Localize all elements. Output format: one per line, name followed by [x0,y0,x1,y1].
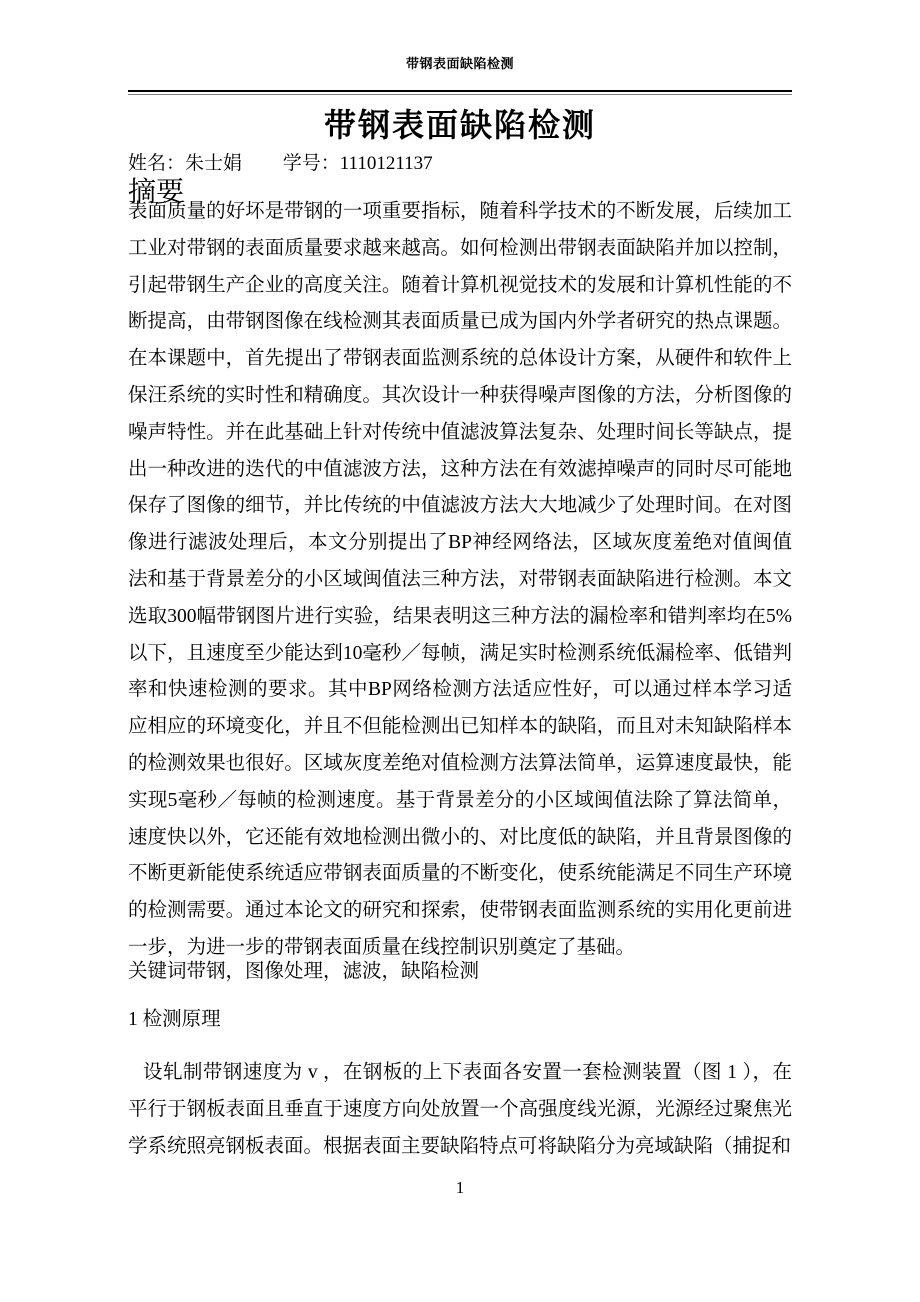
abstract-paragraph: 表面质量的好坏是带钢的一项重要指标，随着科学技术的不断发展，后续加工工业对带钢的表面质量要求越来越高。如何检测出带钢表面缺陷并加以控制，引起带钢生产企业的高度关注。随着计算机视觉技术的发展和计算机性能的不断提高，由带钢图像在线检测其表面质量已成为国内外学者研究的热点课题。在本课题中，首先提出了带钢表面监测系统的总体设计方案，从硬件和软件上保汪系统的实时性和精确度。其次设计一种获得噪声图像的方法，分析图像的噪声特性。并在此基础上针对传统中值滤波算法复杂、处理时间长等缺点，提出一种改进的迭代的中值滤波方法，这种方法在有效滤掉噪声的同时尽可能地保存了图像的细节，并比传统的中值滤波方法大大地减少了处理时间。在对图像进行滤波处理后，本文分别提出了BP神经网络法，区域灰度羞绝对值闽值法和基于背景差分的小区域闽值法三种方法，对带钢表面缺陷进行检测。本文选取300幅带钢图片进行实验，结果表明这三种方法的漏检率和错判率均在5%以下，且速度至少能达到10毫秒／每帧，满足实时检测系统低漏检率、低错判率和快速检测的要求。其中BP网络检测方法适应性好，可以通过样本学习适应相应的环境变化，并且不但能检测出已知样本的缺陷，而且对未知缺陷样本的检测效果也很好。区域灰度差绝对值检测方法算法简单，运算速度最快，能实现5毫秒／每帧的检测速度。基于背景差分的小区域闽值法除了算法简单，速度快以外，它还能有效地检测出微小的、对比度低的缺陷，并且背景图像的不断更新能使系统适应带钢表面质量的不断变化，使系统能满足不同生产环境的检测需要。通过本论文的研究和探索，使带钢表面监测系统的实用化更前进一步，为进一步的带钢表面质量在线控制识别奠定了基础。 [128,201,792,958]
keywords-line: 关键词带钢，图像处理，滤波，缺陷检测 [128,961,480,982]
abstract-heading: 摘要 [128,177,185,208]
section1-heading: 1 检测原理 [128,1009,221,1030]
document-title: 带钢表面缺陷检测 [323,107,596,143]
page-number: 1 [455,1178,465,1197]
page-header-title: 带钢表面缺陷检测 [405,56,514,71]
section1-paragraph: 设轧制带钢速度为 v ，在钢板的上下表面各安置一套检测装置（图 1 ），在平行于钢板表面且垂直于速度方向处放置一个高强度线光源，光源经过聚焦光学系统照亮钢板表面。根据表面主要缺陷特点可将缺陷分为亮域缺陷（捕捉和 [128,1062,792,1157]
student-id: 学号：1110121137 [282,153,433,174]
student-name: 姓名：朱士娟 [128,153,243,174]
header-divider-line [128,90,792,95]
